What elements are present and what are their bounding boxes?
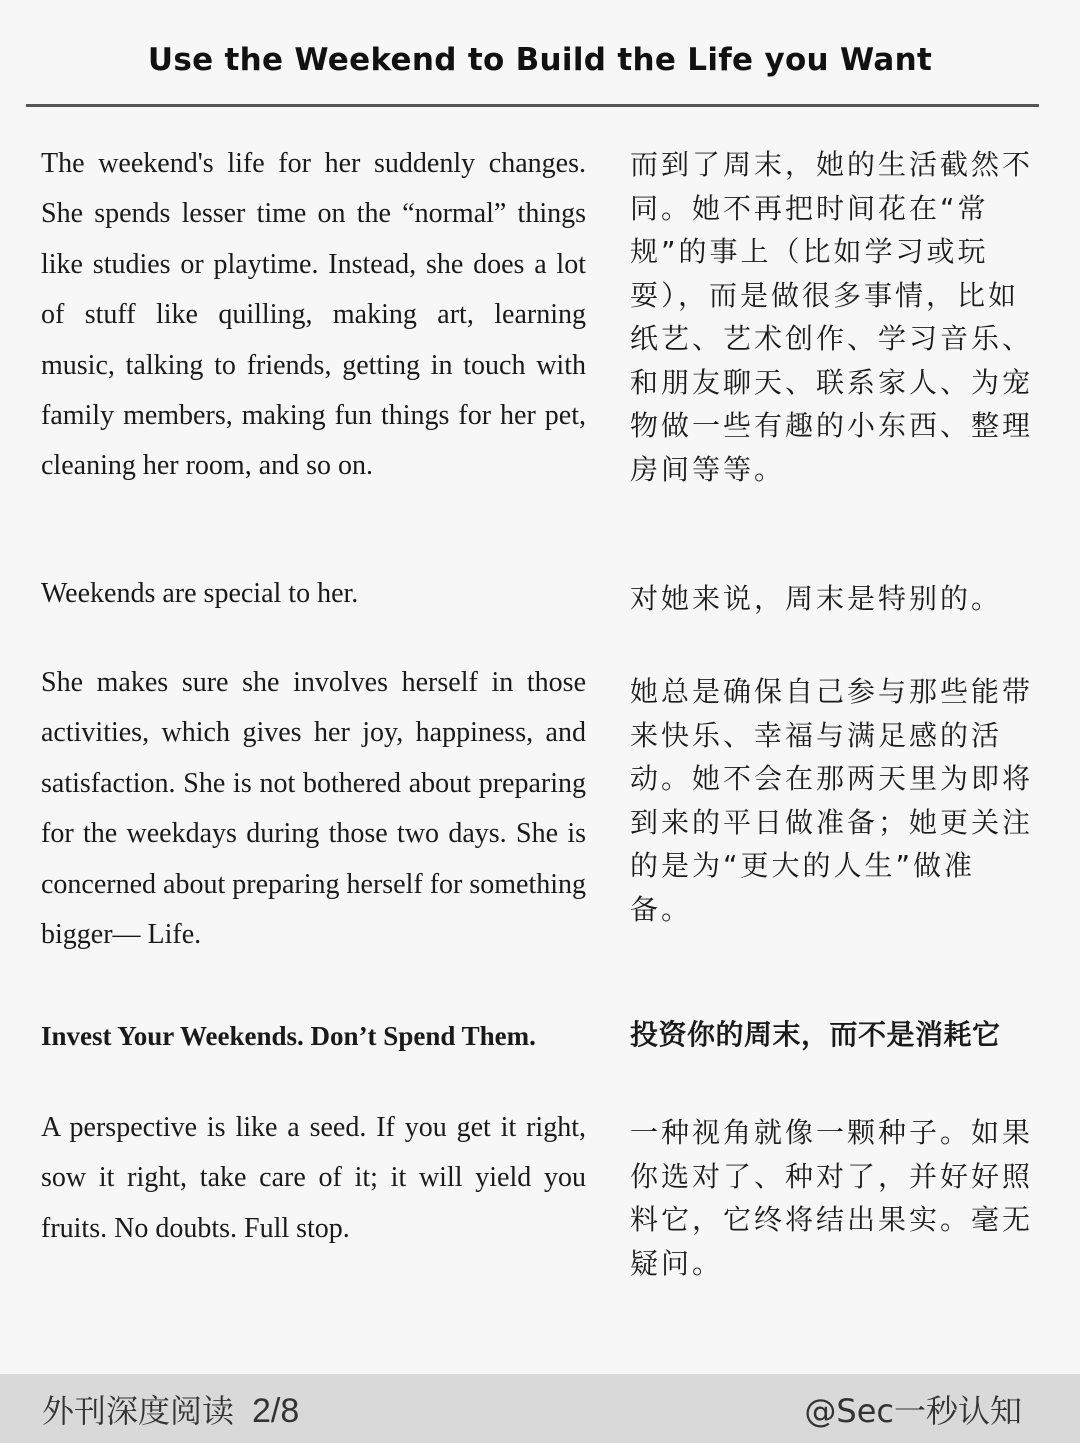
paragraph-2-zh: 对她来说，周末是特别的。 [630, 582, 1003, 615]
paragraph-1-zh: 而到了周末，她的生活截然不同。她不再把时间花在“常规”的事上（比如学习或玩耍），而是做很多事情，比如纸艺、艺术创作、学习音乐、和朋友聊天、联系家人、为宠物做一些有趣的小东西、整理房间等等。 [630, 148, 1034, 486]
footer-source-label: 外刊深度阅读 [42, 1392, 235, 1430]
section-heading-zh: 投资你的周末，而不是消耗它 [630, 1018, 1001, 1051]
page-title: Use the Weekend to Build the Life you Want [147, 42, 933, 78]
title-divider [26, 104, 1039, 107]
paragraph-3-en: She makes sure she involves herself in those activities, which gives her joy, happiness, and satisfaction. She is not bothered about preparing for the weekdays during those two days. She is concerned about preparing herself for something bigger— Life. [41, 667, 587, 951]
page-indicator: 2/8 [252, 1392, 300, 1430]
paragraph-4-en: A perspective is like a seed. If you get it right, sow it right, take care of it; it will yield you fruits. No doubts. Full stop. [41, 1112, 586, 1244]
paragraph-3-zh: 她总是确保自己参与那些能带来快乐、幸福与满足感的活动。她不会在那两天里为即将到来的平日做准备；她更关注的是为“更大的人生”做准备。 [630, 675, 1034, 926]
footer-account: @Sec一秒认知 [804, 1392, 1022, 1430]
footer-source [42, 1386, 299, 1432]
paragraph-2-en: Weekends are special to her. [41, 578, 359, 609]
paragraph-1-en: The weekend's life for her suddenly changes. She spends lesser time on the “normal” things like studies or playtime. Instead, she does a lot of stuff like quilling, making art, learning music, talking to friends, getting in touch with family members, making fun things for her pet, cleaning her room, and so on. [41, 148, 586, 482]
paragraph-4-zh: 一种视角就像一颗种子。如果你选对了、种对了，并好好照料它，它终将结出果实。毫无疑问。 [630, 1116, 1034, 1280]
section-heading-en: Invest Your Weekends. Don’t Spend Them. [41, 1021, 536, 1051]
footer-bar [0, 1374, 1080, 1443]
